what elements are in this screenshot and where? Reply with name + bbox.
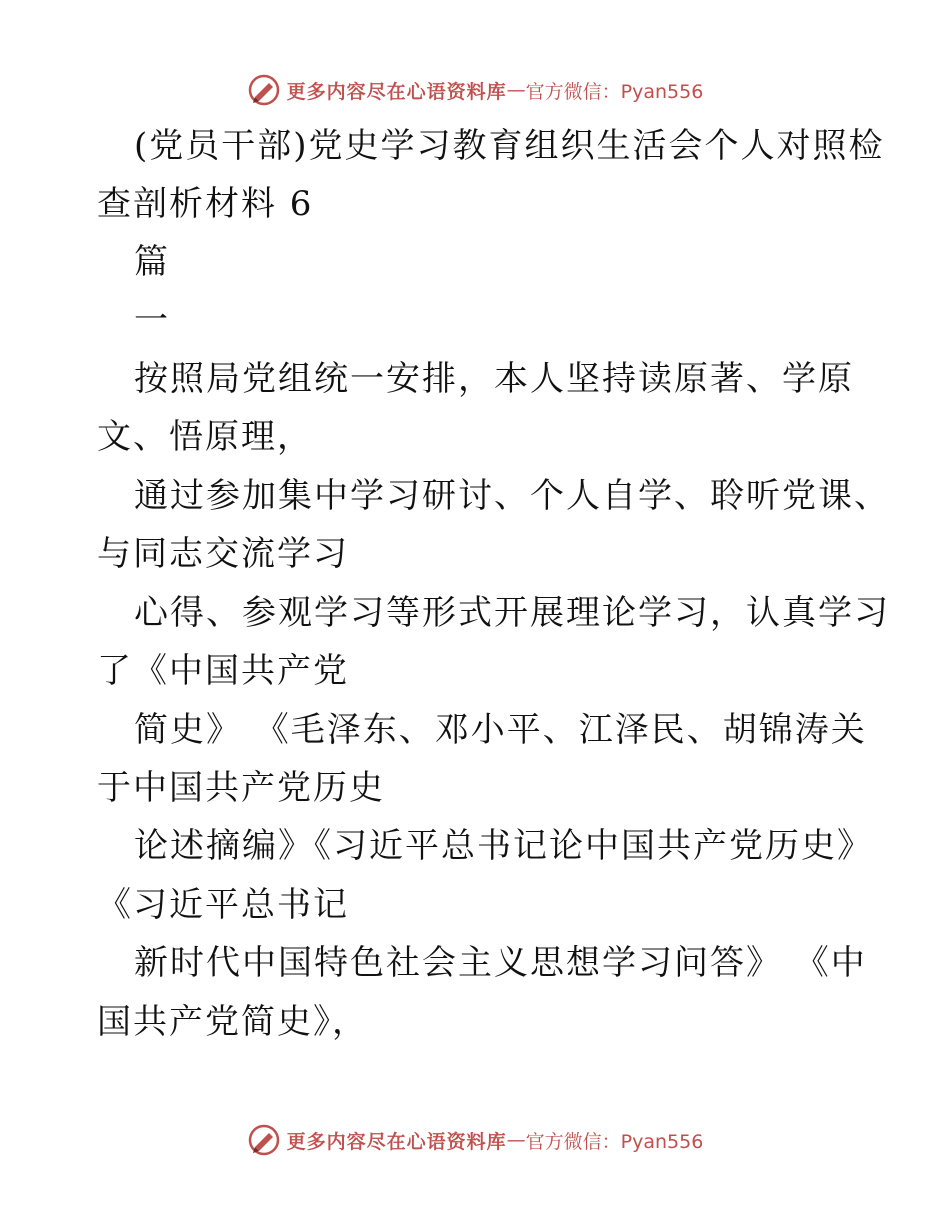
- watermark-brand: 更多内容尽在心语资料库: [286, 1130, 507, 1153]
- section-marker-pian: 篇: [134, 242, 170, 282]
- paragraph-line: 简史》 《毛泽东、邓小平、江泽民、胡锦涛关: [134, 710, 867, 750]
- title-line-2: 查剖析材料 6: [97, 184, 314, 224]
- watermark-contact: 官方微信：Pyan556: [525, 80, 704, 103]
- paragraph-line: 论述摘编》《习近平总书记论中国共产党历史》: [134, 826, 873, 866]
- pen-logo-icon: [247, 1123, 281, 1157]
- watermark-separator: —: [506, 79, 526, 101]
- paragraph-line: 文、悟原理，: [97, 417, 313, 457]
- paragraph-line: 按照局党组统一安排，本人坚持读原著、学原: [134, 359, 854, 399]
- paragraph-line: 心得、参观学习等形式开展理论学习，认真学习: [134, 593, 890, 633]
- paragraph-line: 通过参加集中学习研讨、个人自学、聆听党课、: [134, 476, 890, 516]
- watermark-brand: 更多内容尽在心语资料库: [286, 80, 507, 103]
- section-marker-yi: 一: [134, 300, 170, 340]
- pen-logo-icon: [247, 73, 281, 107]
- title-line-1: (党员干部)党史学习教育组织生活会个人对照检: [134, 126, 885, 166]
- paragraph-line: 于中国共产党历史: [97, 768, 385, 808]
- paragraph-line: 新时代中国特色社会主义思想学习问答》 《中: [134, 943, 867, 983]
- footer-watermark: [0, 1120, 950, 1160]
- paragraph-line: 与同志交流学习: [97, 534, 349, 574]
- watermark-contact: 官方微信：Pyan556: [525, 1130, 704, 1153]
- paragraph-line: 《习近平总书记: [97, 885, 349, 925]
- paragraph-line: 了《中国共产党: [97, 651, 349, 691]
- header-watermark: [0, 70, 950, 110]
- paragraph-line: 国共产党简史》，: [97, 1002, 368, 1042]
- watermark-separator: —: [506, 1129, 526, 1151]
